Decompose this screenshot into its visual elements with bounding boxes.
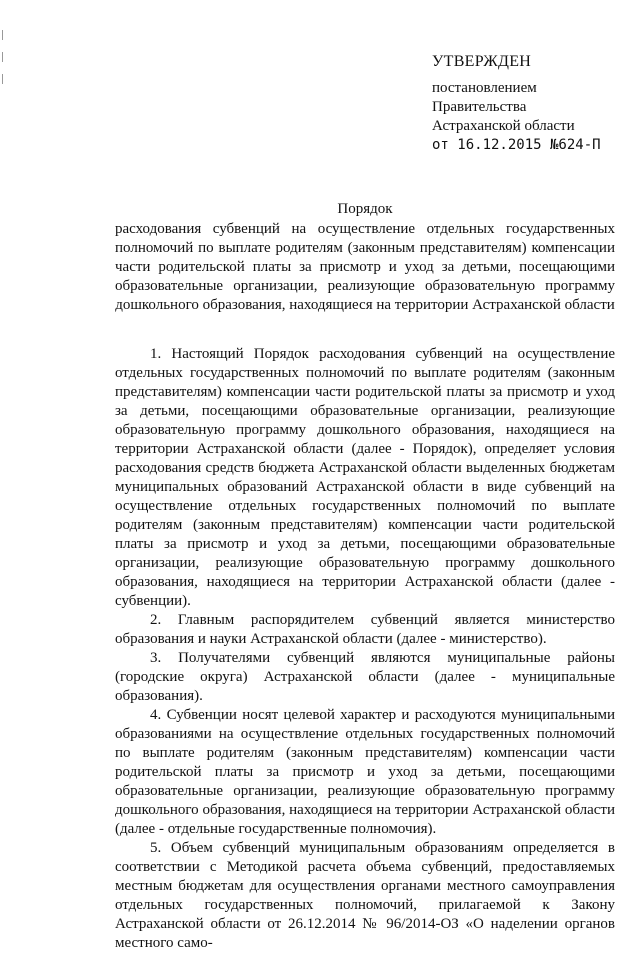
approval-line-2: Правительства bbox=[432, 99, 527, 115]
document-title: Порядок bbox=[337, 201, 393, 217]
approval-line-3: Астраханской области bbox=[432, 118, 575, 134]
paragraph-2: 2. Главным распорядителем субвенций является министерство образования и науки Астраханской области (далее - министерство). bbox=[115, 612, 615, 647]
document-body bbox=[115, 345, 615, 953]
paragraph-3: 3. Получателями субвенций являются муниципальные районы (городские округа) Астраханской области (далее - муниципальные образования). bbox=[115, 650, 615, 704]
approval-block bbox=[432, 52, 601, 155]
document-title-block bbox=[115, 200, 615, 315]
approval-line-1: постановлением bbox=[432, 80, 537, 96]
approval-date: от 16.12.2015 №624-П bbox=[432, 137, 601, 153]
paragraph-5: 5. Объем субвенций муниципальным образованиям определяется в соответствии с Методикой расчета объема субвенций, предоставляемых местным бюджетам для осуществления органами местного самоуправления отдельных государственных полномочий, прилагаемой к Закону Астраханской области от 26.12.2014 № 96/2014-ОЗ «О наделении органов местного само- bbox=[115, 840, 615, 951]
paragraph-4: 4. Субвенции носят целевой характер и расходуются муниципальными образованиями на осуществление отдельных государственных полномочий по выплате родителям (законным представителям) компенсации части родительской платы за присмотр и уход за детьми, посещающими образовательные организации, реализующие образовательную программу дошкольного образования, находящиеся на территории Астраханской области (далее - отдельные государственные полномочия). bbox=[115, 707, 615, 837]
margin-marks bbox=[0, 30, 4, 96]
approval-heading: УТВЕРЖДЕН bbox=[432, 53, 532, 70]
document-subtitle: расходования субвенций на осуществление отдельных государственных полномочий по выплате родителям (законным представителям) компенсации части родительской платы за присмотр и уход за детьми, посещающими образовательные организации, реализующие образовательную программу дошкольного образования, находящиеся на территории Астраханской области bbox=[115, 221, 615, 313]
paragraph-1: 1. Настоящий Порядок расходования субвенций на осуществление отдельных государственных полномочий по выплате родителям (законным представителям) компенсации части родительской платы за присмотр и уход за детьми, посещающими образовательные организации, реализующие образовательную программу дошкольного образования, находящиеся на территории Астраханской области (далее - Порядок), определяет условия расходования средств бюджета Астраханской области выделенных бюджетам муниципальных образований Астраханской области в виде субвенций на осуществление отдельных государственных полномочий по выплате родителям (законным представителям) компенсации части родительской платы за присмотр и уход за детьми, посещающими образовательные организации, реализующие образовательную программу дошкольного образования, находящиеся на территории Астраханской области (далее - субвенции). bbox=[115, 346, 615, 609]
